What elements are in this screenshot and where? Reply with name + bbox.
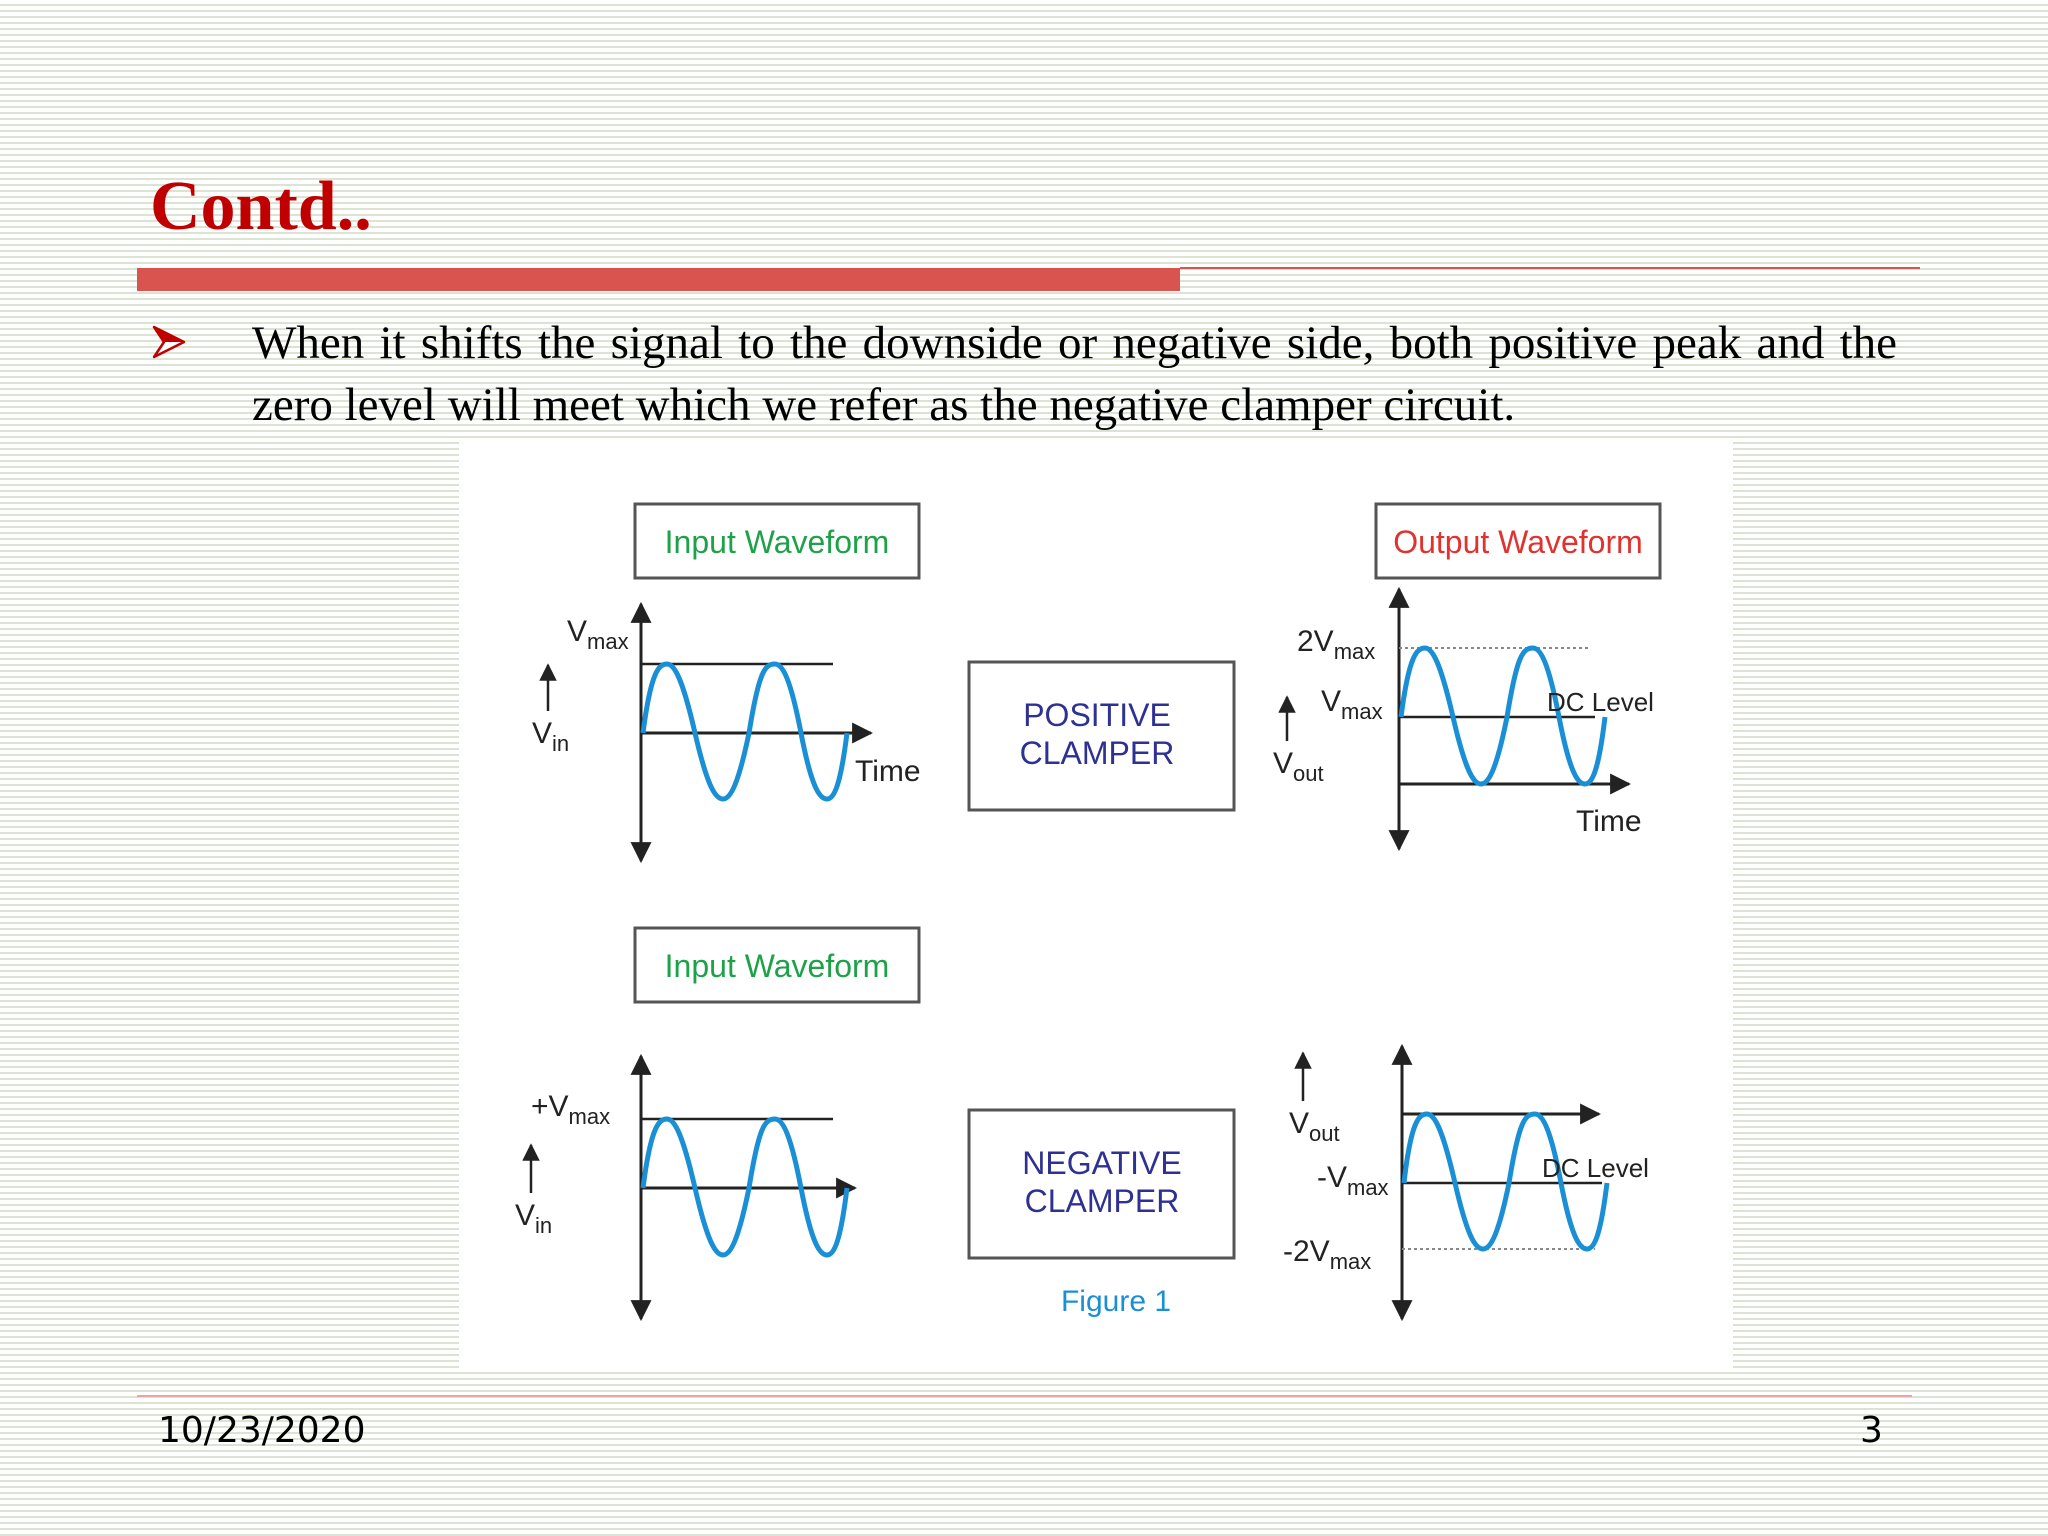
positive-clamper-box — [969, 662, 1234, 810]
title-underline-thick — [137, 268, 1180, 291]
bullet-text: When it shifts the signal to the downside or negative side, both positive peak and the zero level will meet which we refer as the negative clamper circuit. — [252, 317, 1897, 431]
bottom-output-axis-label: $V_{out}$ — [1289, 1107, 1340, 1146]
negative-clamper-box — [969, 1110, 1234, 1258]
top-output-2vmax-label: $2V_{max}$ — [1297, 625, 1376, 664]
top-input-time-label: Time — [855, 755, 921, 788]
bullet-arrow-icon — [152, 325, 186, 359]
top-output-label-box — [1376, 504, 1660, 578]
page-number: 3 — [1860, 1410, 1883, 1451]
top-output-label: Output Waveform — [1393, 524, 1643, 560]
bottom-output-neg-2vmax-label: $-2V_{max}$ — [1283, 1235, 1372, 1274]
bottom-input-label-box — [635, 928, 919, 1002]
bottom-input-axis-label: $V_{in}$ — [515, 1199, 553, 1238]
top-output-axis-label: $V_{out}$ — [1273, 747, 1324, 786]
clamper-figure — [459, 441, 1733, 1371]
negative-clamper-line1: NEGATIVE — [1022, 1145, 1182, 1181]
top-input-label: Input Waveform — [664, 524, 890, 560]
positive-clamper-line1: POSITIVE — [1023, 697, 1171, 733]
top-input-axis-label: $V_{in}$ — [532, 717, 570, 756]
bottom-output-neg-vmax-label: $-V_{max}$ — [1317, 1161, 1389, 1200]
top-input-peak-label: $V_{max}$ — [567, 615, 629, 654]
negative-clamper-line2: CLAMPER — [1024, 1183, 1180, 1219]
top-output-time-label: Time — [1576, 805, 1642, 838]
footer-date: 10/23/2020 — [158, 1410, 366, 1451]
title-underline-thin — [1180, 267, 1920, 269]
footer-divider — [137, 1395, 1912, 1397]
top-output-dc-label: DC Level — [1547, 687, 1654, 717]
top-output-vmax-label: $V_{max}$ — [1321, 685, 1383, 724]
figure-caption: Figure 1 — [1060, 1285, 1172, 1318]
slide-title: Contd.. — [150, 168, 372, 245]
bottom-input-label: Input Waveform — [664, 948, 890, 984]
top-input-label-box — [635, 504, 919, 578]
bottom-output-dc-label: DC Level — [1542, 1153, 1649, 1183]
bottom-input-peak-label: $+V_{max}$ — [531, 1090, 611, 1129]
positive-clamper-line2: CLAMPER — [1019, 735, 1175, 771]
